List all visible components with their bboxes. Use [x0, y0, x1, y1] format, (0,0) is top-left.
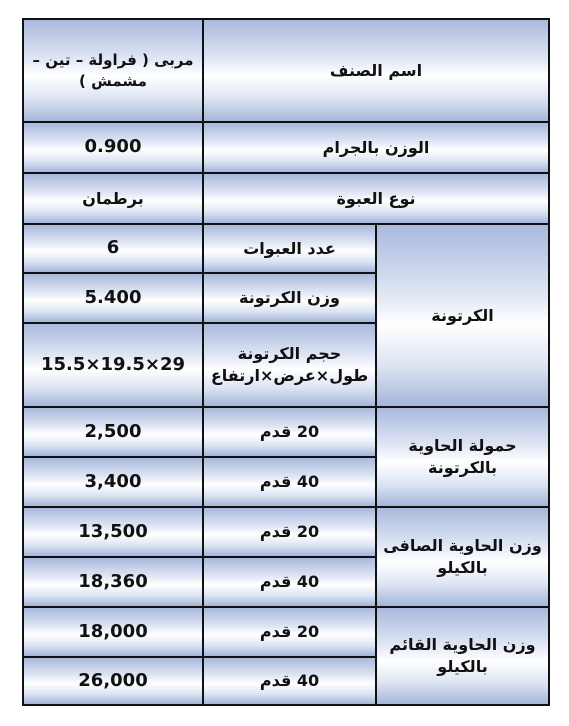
weight-grams-value: 0.900 [23, 122, 203, 173]
item-name-label: اسم الصنف [203, 19, 549, 122]
gross-weight-40ft-value: 26,000 [23, 657, 203, 705]
container-load-20ft-label: 20 قدم [203, 407, 376, 457]
gross-weight-40ft-label: 40 قدم [203, 657, 376, 705]
container-load-20ft-value: 2,500 [23, 407, 203, 457]
package-type-value: برطمان [23, 173, 203, 224]
carton-label: الكرتونة [376, 224, 549, 407]
weight-grams-label: الوزن بالجرام [203, 122, 549, 173]
table-row [23, 122, 549, 173]
container-load-40ft-value: 3,400 [23, 457, 203, 507]
carton-volume-value: 15.5×19.5×29 [23, 323, 203, 407]
product-spec-table [22, 18, 550, 706]
carton-count-value: 6 [23, 224, 203, 273]
table-row [23, 507, 549, 557]
table-row [23, 19, 549, 122]
gross-weight-label: وزن الحاوية القائم بالكيلو [376, 607, 549, 705]
carton-volume-label: حجم الكرتونة طول×عرض×ارتفاع [203, 323, 376, 407]
gross-weight-20ft-label: 20 قدم [203, 607, 376, 657]
table-row [23, 224, 549, 273]
package-type-label: نوع العبوة [203, 173, 549, 224]
net-weight-20ft-value: 13,500 [23, 507, 203, 557]
table-row [23, 607, 549, 657]
net-weight-40ft-value: 18,360 [23, 557, 203, 607]
container-load-label: حمولة الحاوية بالكرتونة [376, 407, 549, 507]
net-weight-label: وزن الحاوية الصافى بالكيلو [376, 507, 549, 607]
table-row [23, 407, 549, 457]
net-weight-20ft-label: 20 قدم [203, 507, 376, 557]
net-weight-40ft-label: 40 قدم [203, 557, 376, 607]
gross-weight-20ft-value: 18,000 [23, 607, 203, 657]
table-row [23, 173, 549, 224]
item-name-value: مربى ( فراولة – تين – مشمش ) [23, 19, 203, 122]
container-load-40ft-label: 40 قدم [203, 457, 376, 507]
carton-weight-value: 5.400 [23, 273, 203, 323]
carton-weight-label: وزن الكرتونة [203, 273, 376, 323]
carton-count-label: عدد العبوات [203, 224, 376, 273]
